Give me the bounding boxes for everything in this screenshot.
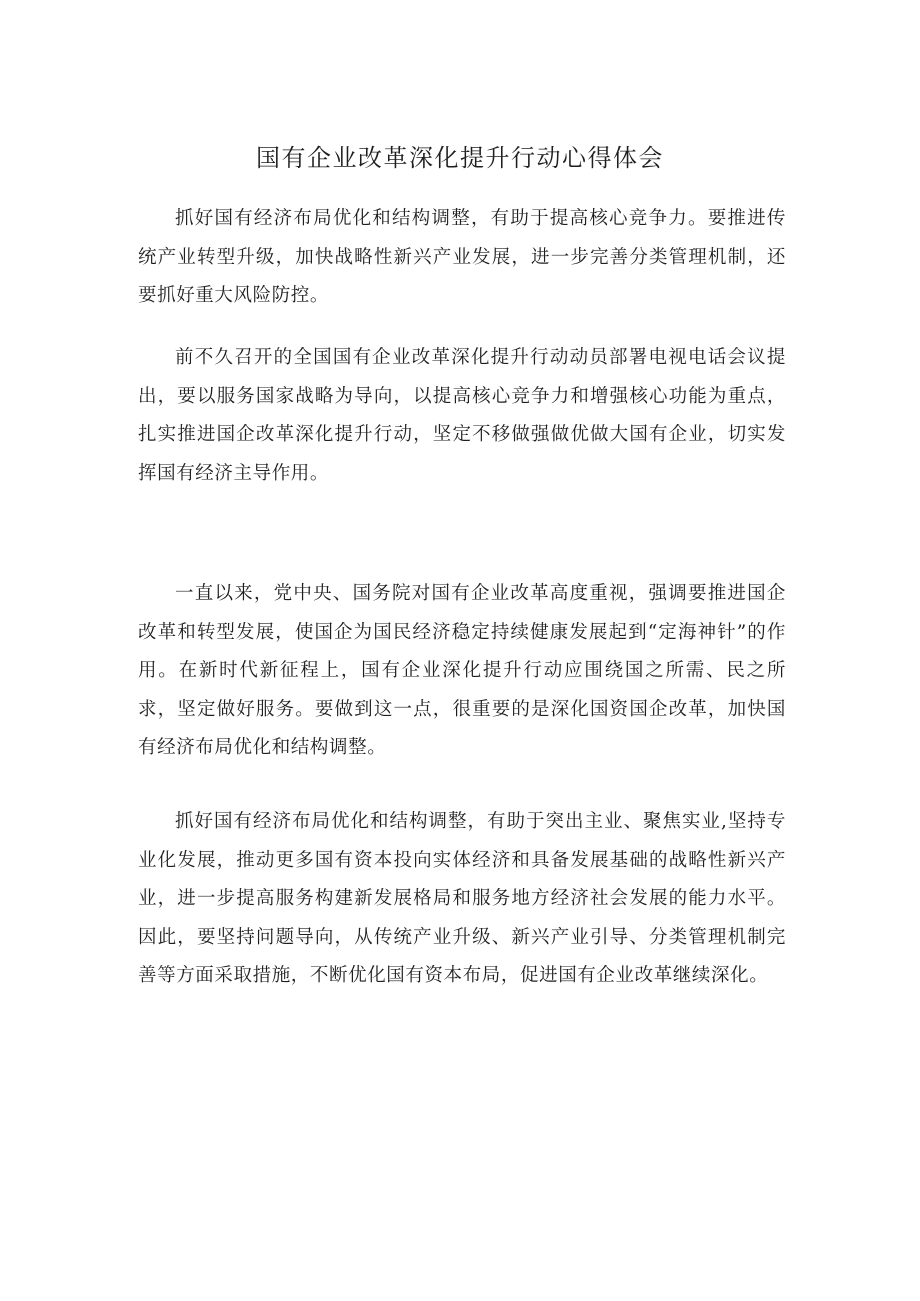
- paragraph-3: 一直以来，党中央、国务院对国有企业改革高度重视，强调要推进国企改革和转型发展，使国企为国民经济稳定持续健康发展起到“定海神针”的作用。在新时代新征程上，国有企业深化提升行动应围绕国之所需、民之所求，坚定做好服务。要做到这一点，很重要的是深化国资国企改革，加快国有经济布局优化和结构调整。: [138, 583, 786, 759]
- paragraph-4: 抓好国有经济布局优化和结构调整，有助于突出主业、聚焦实业,坚持专业化发展，推动更多国有资本投向实体经济和具备发展基础的战略性新兴产业，进一步提高服务构建新发展格局和服务地方经济社会发展的能力水平。因此，要坚持问题导向，从传统产业升级、新兴产业引导、分类管理机制完善等方面采取措施，不断优化国有资本布局，促进国有企业改革继续深化。: [138, 811, 786, 987]
- page-title: 国有企业改革深化提升行动心得体会: [256, 144, 664, 172]
- paragraph-2: 前不久召开的全国国有企业改革深化提升行动动员部署电视电话会议提出，要以服务国家战略为导向，以提高核心竞争力和增强核心功能为重点，扎实推进国企改革深化提升行动，坚定不移做强做优做大国有企业，切实发挥国有经济主导作用。: [138, 347, 786, 484]
- paragraph-1: 抓好国有经济布局优化和结构调整，有助于提高核心竞争力。要推进传统产业转型升级，加快战略性新兴产业发展，进一步完善分类管理机制，还要抓好重大风险防控。: [138, 208, 786, 307]
